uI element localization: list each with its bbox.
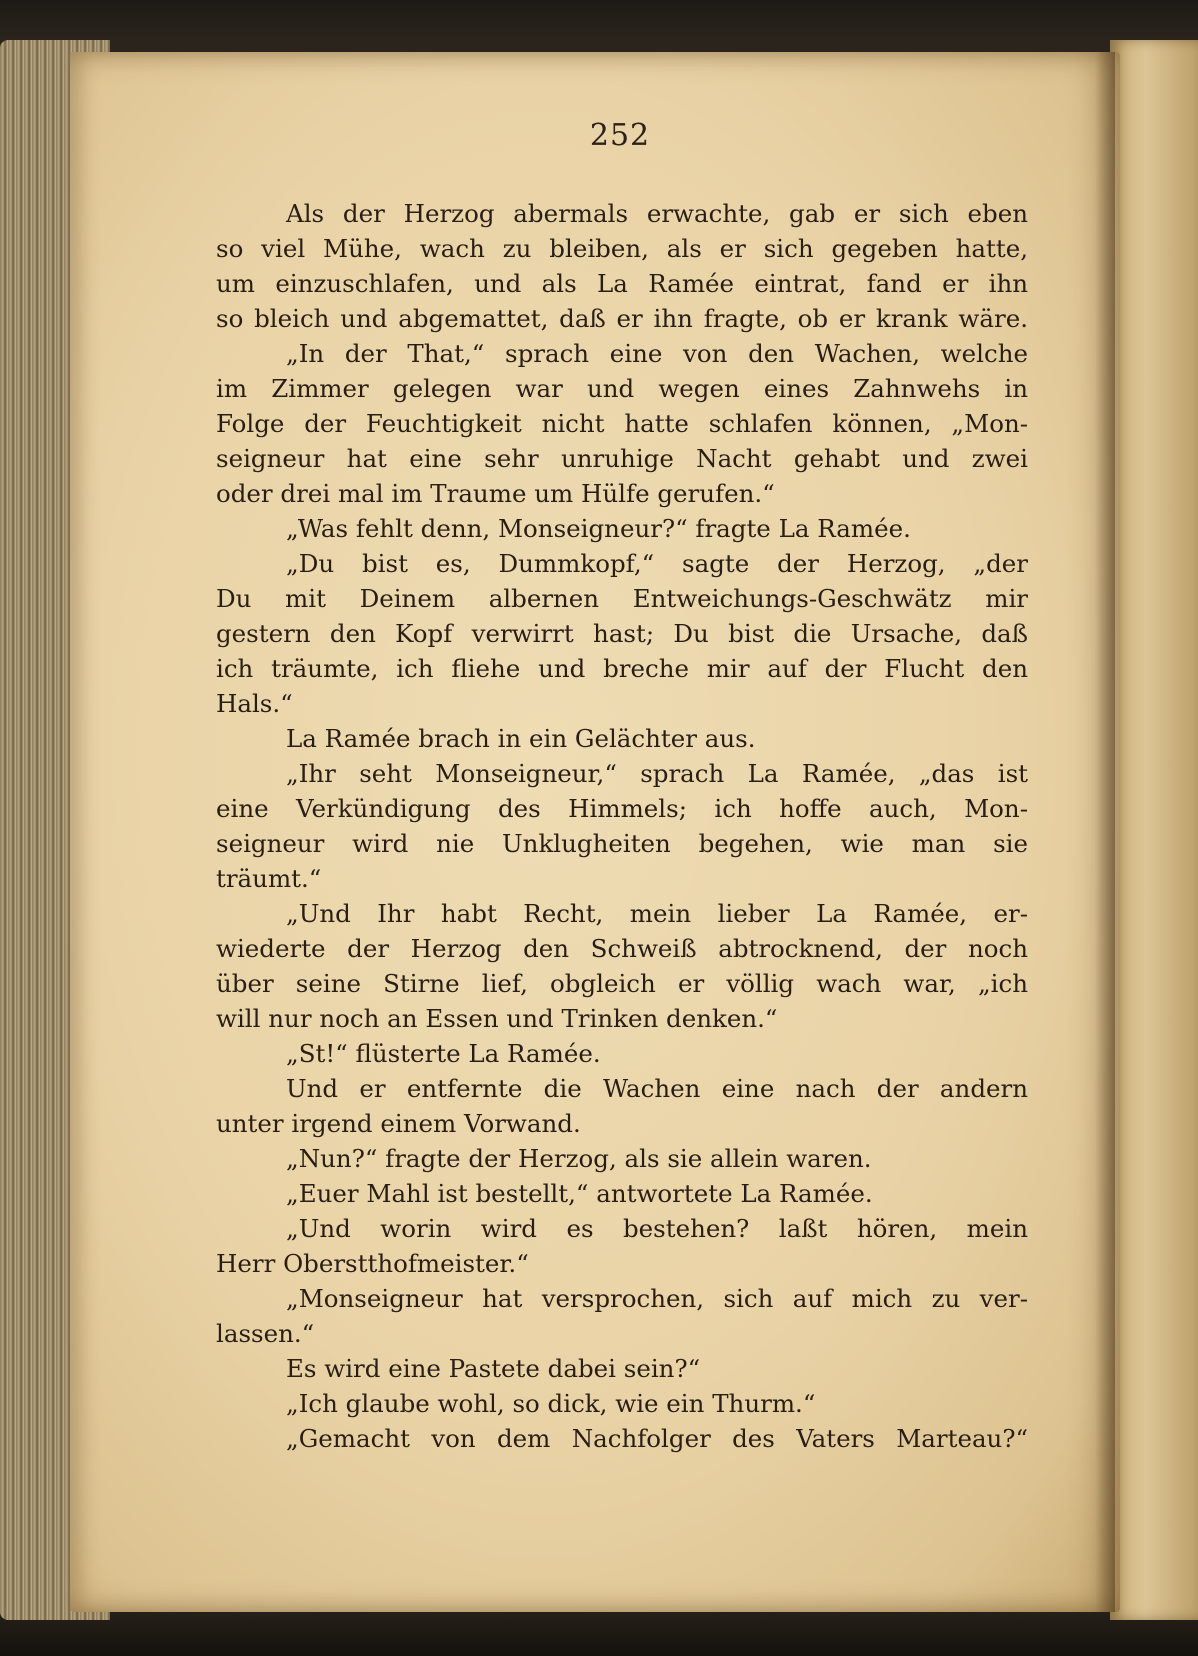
text-line: lassen.“ [216,1319,315,1348]
text-line: „Euer Mahl ist bestellt,“ antwortete La Ramée. [286,1179,873,1208]
text-line: „In der That,“ sprach eine von den Wachen, welche [286,339,1028,368]
text-line: oder drei mal im Traume um Hülfe gerufen.“ [216,479,775,508]
text-line: „Monseigneur hat versprochen, sich auf mich zu ver- [286,1284,1028,1313]
page-number: 252 [589,118,651,153]
text-line: will nur noch an Essen und Trinken denken.“ [216,1004,778,1033]
text-line: ich träumte, ich fliehe und breche mir auf der Flucht den [216,654,1028,683]
text-line: La Ramée brach in ein Gelächter aus. [286,724,756,753]
text-line: so bleich und abgemattet, daß er ihn fragte, ob er krank wäre. [216,304,1028,333]
text-line: im Zimmer gelegen war und wegen eines Zahnwehs in [216,374,1028,403]
spine-shadow [1095,52,1115,1612]
text-line: „Und Ihr habt Recht, mein lieber La Ramée, er- [286,899,1028,928]
text-line: „Was fehlt denn, Monseigneur?“ fragte La Ramée. [286,514,911,543]
text-line: „Ihr seht Monseigneur,“ sprach La Ramée, „das ist [286,759,1028,788]
text-line: Als der Herzog abermals erwachte, gab er sich eben [286,199,1028,228]
text-line: gestern den Kopf verwirrt hast; Du bist die Ursache, daß [216,619,1028,648]
text-line: „Und worin wird es bestehen? laßt hören, mein [286,1214,1028,1243]
text-line: so viel Mühe, wach zu bleiben, als er sich gegeben hatte, [216,234,1028,263]
text-line: „St!“ flüsterte La Ramée. [286,1039,601,1068]
text-line: Herr Oberstthofmeister.“ [216,1249,529,1278]
text-line: eine Verkündigung des Himmels; ich hoffe auch, Mon- [216,794,1028,823]
text-line: seigneur hat eine sehr unruhige Nacht gehabt und zwei [216,444,1028,473]
text-line: über seine Stirne lief, obgleich er völlig wach war, „ich [216,969,1028,998]
text-line: Du mit Deinem albernen Entweichungs-Geschwätz mir [216,584,1028,613]
text-line: „Gemacht von dem Nachfolger des Vaters Marteau?“ [286,1424,1028,1453]
text-line: unter irgend einem Vorwand. [216,1109,581,1138]
text-line: seigneur wird nie Unklugheiten begehen, wie man sie [216,829,1028,858]
body-text [216,196,1028,1456]
text-line: „Ich glaube wohl, so dick, wie ein Thurm.“ [286,1389,816,1418]
text-line: „Nun?“ fragte der Herzog, als sie allein waren. [286,1144,872,1173]
text-line: „Du bist es, Dummkopf,“ sagte der Herzog, „der [286,549,1028,578]
text-line: Folge der Feuchtigkeit nicht hatte schlafen können, „Mon- [216,409,1028,438]
text-line: Es wird eine Pastete dabei sein?“ [286,1354,701,1383]
text-line: Hals.“ [216,689,293,718]
text-line: träumt.“ [216,864,322,893]
text-line: Und er entfernte die Wachen eine nach der andern [286,1074,1028,1103]
facing-page-edge [1110,40,1198,1620]
text-line: um einzuschlafen, und als La Ramée eintrat, fand er ihn [216,269,1028,298]
text-line: wiederte der Herzog den Schweiß abtrocknend, der noch [216,934,1028,963]
